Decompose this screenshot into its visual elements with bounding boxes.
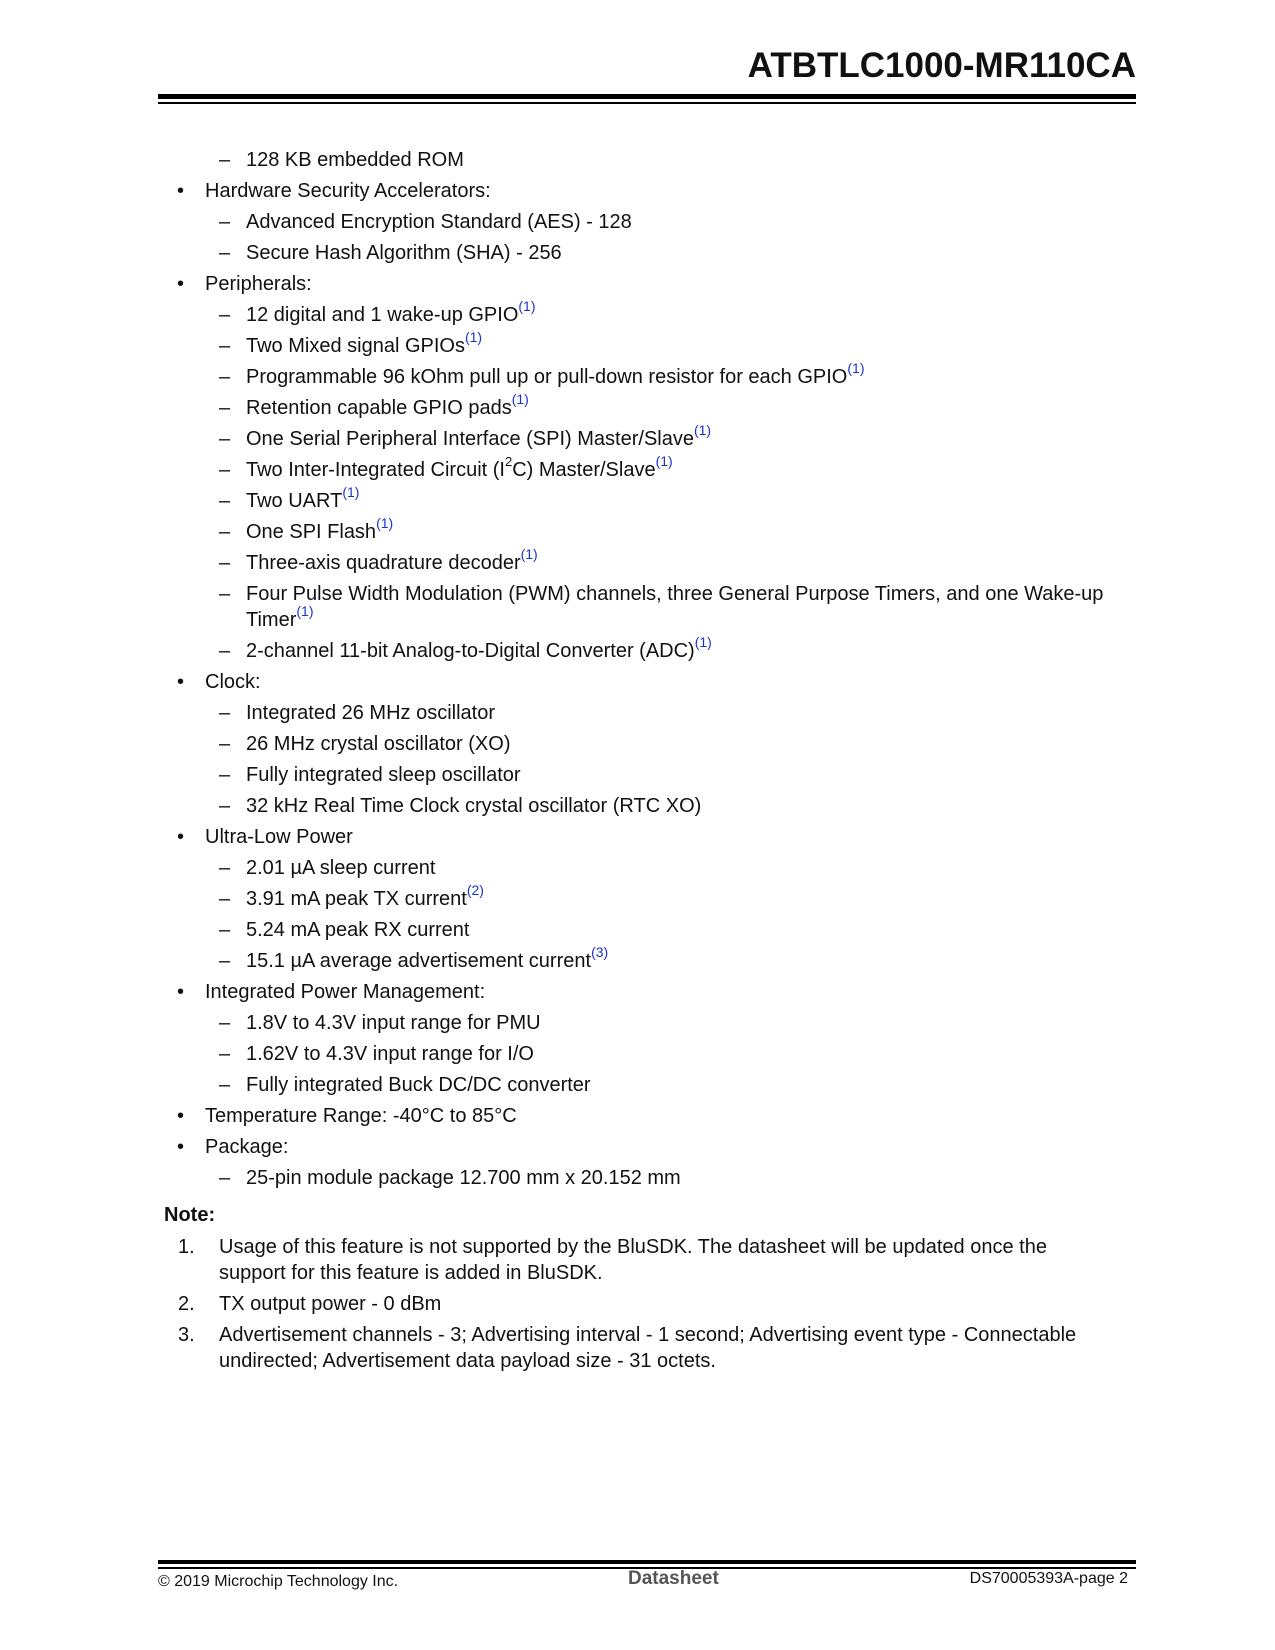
footnote-ref-link[interactable]: (3) bbox=[591, 944, 609, 961]
list-item bbox=[0, 762, 1275, 788]
list-item-text bbox=[246, 360, 1145, 390]
dash-marker: – bbox=[219, 211, 231, 233]
footnote-ref-link[interactable]: (1) bbox=[847, 360, 865, 377]
dash-marker: – bbox=[219, 583, 231, 605]
dash-marker: – bbox=[219, 919, 231, 941]
dash-marker: – bbox=[219, 490, 231, 512]
footer-copyright: © 2019 Microchip Technology Inc. bbox=[158, 1573, 399, 1590]
note-item bbox=[0, 1291, 1275, 1317]
bullet-marker: • bbox=[177, 273, 185, 295]
note-number: 1. bbox=[178, 1236, 195, 1258]
list-item bbox=[0, 271, 1275, 297]
dash-marker: – bbox=[219, 242, 231, 264]
footnote-ref-link[interactable]: (1) bbox=[693, 422, 712, 439]
dash-marker: – bbox=[219, 1043, 231, 1065]
header-rule-thin bbox=[158, 102, 1136, 104]
list-item-text: 1.62V to 4.3V input range for I/O bbox=[246, 1043, 534, 1065]
list-item-text: Integrated 26 MHz oscillator bbox=[246, 702, 496, 724]
list-item-text bbox=[246, 329, 1145, 359]
list-item-text: Peripherals: bbox=[205, 273, 312, 295]
footer-rule-thick bbox=[158, 1560, 1136, 1564]
bullet-marker: • bbox=[177, 671, 185, 693]
note-number: 3. bbox=[178, 1324, 195, 1346]
list-item bbox=[0, 453, 1275, 483]
dash-marker: – bbox=[219, 702, 231, 724]
list-item bbox=[0, 1072, 1275, 1098]
list-item bbox=[0, 669, 1275, 695]
note-text: TX output power - 0 dBm bbox=[219, 1293, 442, 1315]
dash-marker: – bbox=[219, 764, 231, 786]
list-item-text: Integrated Power Management: bbox=[205, 981, 486, 1003]
list-item-label: 12 digital and 1 wake-up GPIO bbox=[246, 304, 519, 326]
list-item bbox=[0, 147, 1275, 173]
dash-marker: – bbox=[219, 1167, 231, 1189]
list-item bbox=[0, 422, 1275, 452]
list-item-text: Fully integrated Buck DC/DC converter bbox=[246, 1074, 591, 1096]
list-item bbox=[0, 360, 1275, 390]
dash-marker: – bbox=[219, 1012, 231, 1034]
footnote-ref-link[interactable]: (1) bbox=[518, 298, 536, 315]
list-item-text: 32 kHz Real Time Clock crystal oscillator (RTC XO) bbox=[246, 795, 702, 817]
dash-marker: – bbox=[219, 459, 231, 481]
dash-marker: – bbox=[219, 366, 231, 388]
list-item bbox=[0, 581, 1275, 633]
list-item bbox=[0, 1103, 1275, 1129]
list-item-label: 3.91 mA peak TX current bbox=[246, 888, 467, 910]
note-text: Usage of this feature is not supported by the BluSDK. The datasheet will be updated once the support for this feature is added in BluSDK. bbox=[219, 1236, 1047, 1284]
list-item bbox=[0, 824, 1275, 850]
list-item bbox=[0, 484, 1275, 514]
list-item bbox=[0, 793, 1275, 819]
bullet-marker: • bbox=[177, 981, 185, 1003]
list-item-label: 15.1 µA average advertisement current bbox=[246, 950, 592, 972]
bullet-marker: • bbox=[177, 180, 185, 202]
footnote-ref-link[interactable]: (1) bbox=[694, 634, 712, 651]
list-item-text bbox=[246, 484, 1145, 514]
list-item-text bbox=[246, 298, 1145, 328]
list-item bbox=[0, 515, 1275, 545]
footer-page-number: DS70005393A-page 2 bbox=[969, 1570, 1128, 1587]
list-item bbox=[0, 298, 1275, 328]
footnote-ref-link[interactable]: (1) bbox=[342, 484, 360, 501]
note-number: 2. bbox=[178, 1293, 195, 1315]
dash-marker: – bbox=[219, 521, 231, 543]
list-item bbox=[0, 731, 1275, 757]
list-item bbox=[0, 979, 1275, 1005]
note-item bbox=[0, 1322, 1275, 1374]
dash-marker: – bbox=[219, 397, 231, 419]
footnote-ref-link[interactable]: (1) bbox=[296, 603, 314, 620]
list-item bbox=[0, 1041, 1275, 1067]
dash-marker: – bbox=[219, 149, 231, 171]
list-item bbox=[0, 178, 1275, 204]
list-item-text: 2.01 µA sleep current bbox=[246, 857, 436, 879]
list-item bbox=[0, 917, 1275, 943]
footer-doc-type: Datasheet bbox=[628, 1568, 719, 1589]
footnote-ref-link[interactable]: (1) bbox=[520, 546, 538, 563]
list-item-text bbox=[246, 422, 1145, 452]
list-item-label: One Serial Peripheral Interface (SPI) Master/Slave bbox=[246, 428, 694, 450]
list-item bbox=[0, 855, 1275, 881]
list-item-text bbox=[246, 944, 1145, 974]
dash-marker: – bbox=[219, 428, 231, 450]
list-item-label: Four Pulse Width Modulation (PWM) channels, three General Purpose Timers, and one Wake-up Timer bbox=[246, 583, 1104, 631]
list-item-text: 1.8V to 4.3V input range for PMU bbox=[246, 1012, 541, 1034]
dash-marker: – bbox=[219, 888, 231, 910]
list-item bbox=[0, 546, 1275, 576]
list-item bbox=[0, 882, 1275, 912]
list-item-text: Clock: bbox=[205, 671, 261, 693]
list-item bbox=[0, 1165, 1275, 1191]
list-item bbox=[0, 391, 1275, 421]
dash-marker: – bbox=[219, 304, 231, 326]
list-item-text: Secure Hash Algorithm (SHA) - 256 bbox=[246, 242, 562, 264]
list-item-text: 26 MHz crystal oscillator (XO) bbox=[246, 733, 511, 755]
dash-marker: – bbox=[219, 795, 231, 817]
list-item bbox=[0, 700, 1275, 726]
dash-marker: – bbox=[219, 1074, 231, 1096]
bullet-marker: • bbox=[177, 1105, 185, 1127]
list-item-text bbox=[246, 581, 1145, 633]
feature-list bbox=[0, 147, 1275, 1379]
list-item-label: One SPI Flash bbox=[246, 521, 377, 543]
list-item-text: Advanced Encryption Standard (AES) - 128 bbox=[246, 211, 632, 233]
list-item-text bbox=[246, 634, 1145, 664]
dash-marker: – bbox=[219, 640, 231, 662]
list-item-label: Three-axis quadrature decoder bbox=[246, 552, 521, 574]
list-item-text: Package: bbox=[205, 1136, 289, 1158]
footnote-ref-link[interactable]: (1) bbox=[511, 391, 529, 408]
dash-marker: – bbox=[219, 335, 231, 357]
superscript-two: 2 bbox=[504, 454, 513, 470]
list-item-label: Two UART bbox=[246, 490, 343, 512]
footnote-ref-link[interactable]: (1) bbox=[376, 515, 394, 532]
list-item bbox=[0, 1010, 1275, 1036]
list-item-text bbox=[246, 546, 1145, 576]
list-item bbox=[0, 209, 1275, 235]
list-item-text: Hardware Security Accelerators: bbox=[205, 180, 491, 202]
header-rule-thick bbox=[158, 94, 1136, 99]
document-title: ATBTLC1000-MR110CA bbox=[747, 46, 1136, 85]
footnote-ref-link[interactable]: (2) bbox=[466, 882, 484, 899]
dash-marker: – bbox=[219, 950, 231, 972]
note-heading: Note: bbox=[164, 1204, 216, 1226]
list-item bbox=[0, 634, 1275, 664]
bullet-marker: • bbox=[177, 1136, 185, 1158]
list-item-text: Temperature Range: -40°C to 85°C bbox=[205, 1105, 517, 1127]
list-item-text bbox=[246, 453, 1145, 483]
list-item-text: Fully integrated sleep oscillator bbox=[246, 764, 521, 786]
dash-marker: – bbox=[219, 857, 231, 879]
list-item-text bbox=[246, 391, 1145, 421]
dash-marker: – bbox=[219, 733, 231, 755]
list-item-text: 5.24 mA peak RX current bbox=[246, 919, 470, 941]
list-item-text: 25-pin module package 12.700 mm x 20.152 mm bbox=[246, 1167, 681, 1189]
list-item-label: Retention capable GPIO pads bbox=[246, 397, 512, 419]
list-item-text bbox=[246, 882, 1145, 912]
list-item-label: 2-channel 11-bit Analog-to-Digital Converter (ADC) bbox=[246, 640, 695, 662]
list-item-label: Two Mixed signal GPIOs bbox=[246, 335, 465, 357]
dash-marker: – bbox=[219, 552, 231, 574]
list-item bbox=[0, 329, 1275, 359]
list-item-label-end: C) Master/Slave bbox=[512, 459, 656, 481]
note-item bbox=[0, 1234, 1275, 1286]
bullet-marker: • bbox=[177, 826, 185, 848]
list-item bbox=[0, 944, 1275, 974]
list-item-label-start: Two Inter-Integrated Circuit (I bbox=[246, 459, 505, 481]
list-item bbox=[0, 1134, 1275, 1160]
list-item-text bbox=[246, 515, 1145, 545]
list-item-label: Programmable 96 kOhm pull up or pull-down resistor for each GPIO bbox=[246, 366, 848, 388]
list-item bbox=[0, 240, 1275, 266]
footnote-ref-link[interactable]: (1) bbox=[464, 329, 483, 346]
footnote-ref-link[interactable]: (1) bbox=[655, 453, 673, 470]
list-item-text: Ultra-Low Power bbox=[205, 826, 353, 848]
note-text: Advertisement channels - 3; Advertising interval - 1 second; Advertising event type - Connectable undirected; Advertisement data payload size - 31 octets. bbox=[219, 1324, 1077, 1372]
list-item-text: 128 KB embedded ROM bbox=[246, 149, 464, 171]
